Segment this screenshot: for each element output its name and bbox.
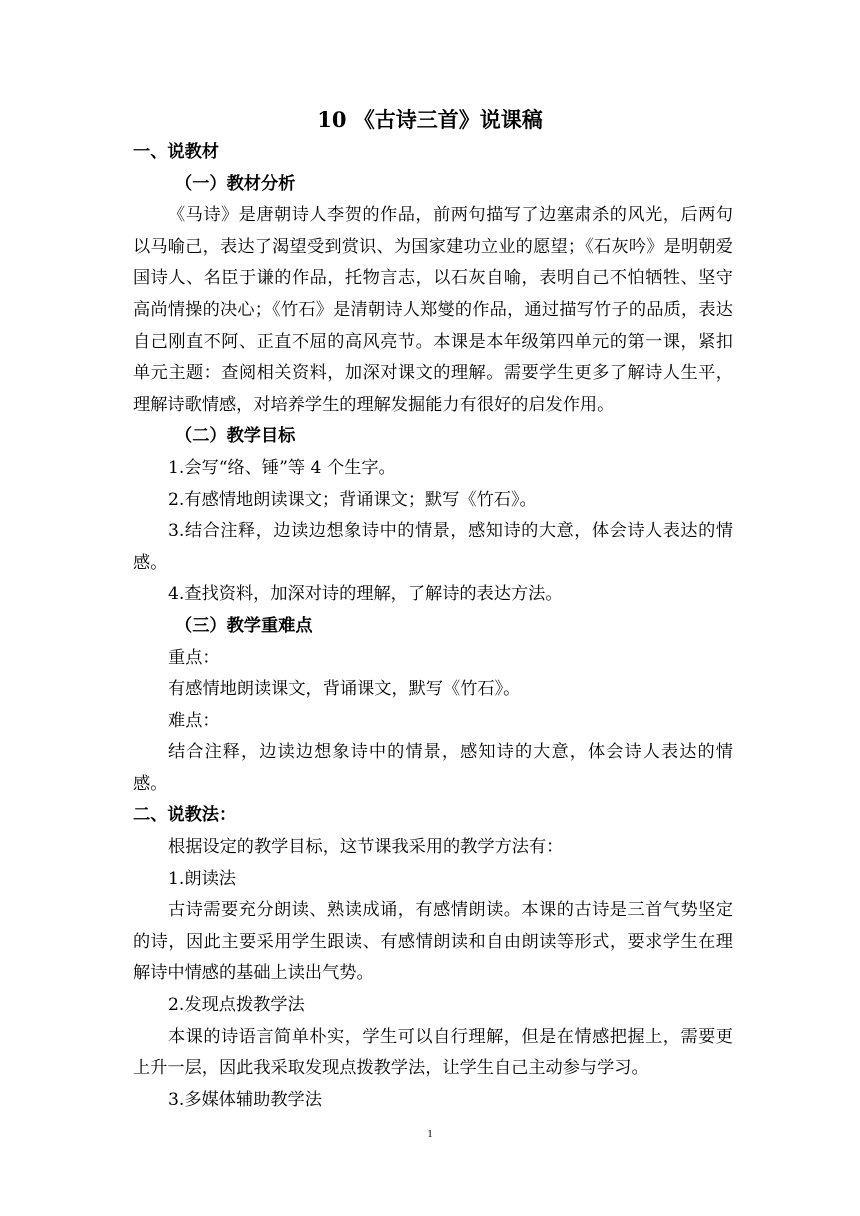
body-paragraph: 1.朗读法 xyxy=(168,868,236,889)
body-paragraph: 重点： xyxy=(168,647,220,668)
subsection-heading: （三）教学重难点 xyxy=(175,615,313,636)
document-body xyxy=(133,137,733,1116)
section-heading: 二、说教法： xyxy=(133,805,237,826)
page-number: 1 xyxy=(427,1128,433,1140)
body-paragraph: 根据设定的教学目标，这节课我采用的教学方法有： xyxy=(168,837,564,858)
body-paragraph: 3.多媒体辅助教学法 xyxy=(168,1089,322,1110)
document-title: 10 《古诗三首》说课稿 xyxy=(317,107,543,132)
body-paragraph: 《马诗》是唐朝诗人李贺的作品，前两句描写了边塞肃杀的风光，后两句以马喻己，表达了渴望受到赏识、为国家建功立业的愿望；《石灰吟》是明朝爱国诗人、名臣于谦的作品，托物言志，以石灰自喻，表明自己不怕牺牲、坚守高尚情操的决心；《竹石》是清朝诗人郑燮的作品，通过描写竹子的品质，表达自己刚直不阿、正直不屈的高风亮节。本课是本年级第四单元的第一课，紧扣单元主题：查阅相关资料，加深对课文的理解。需要学生更多了解诗人生平，理解诗歌情感，对培养学生的理解发掘能力有很好的启发作用。 xyxy=(133,205,733,415)
section-heading: 一、说教材 xyxy=(133,142,219,162)
body-paragraph: 结合注释，边读边想象诗中的情景，感知诗的大意，体会诗人表达的情感。 xyxy=(133,742,733,794)
body-paragraph: 1.会写“络、锤”等 4 个生字。 xyxy=(168,457,396,478)
body-paragraph: 3.结合注释，边读边想象诗中的情景，感知诗的大意，体会诗人表达的情感。 xyxy=(133,521,733,573)
body-paragraph: 难点： xyxy=(168,710,220,731)
body-paragraph: 2.有感情地朗读课文；背诵课文；默写《竹石》。 xyxy=(168,489,537,510)
body-paragraph: 4.查找资料，加深对诗的理解，了解诗的表达方法。 xyxy=(168,584,563,605)
body-paragraph: 本课的诗语言简单朴实，学生可以自行理解，但是在情感把握上，需要更上升一层，因此我采取发现点拨教学法，让学生自己主动参与学习。 xyxy=(133,1026,733,1079)
body-paragraph: 有感情地朗读课文，背诵课文，默写《竹石》。 xyxy=(168,679,521,700)
body-paragraph: 2.发现点拨教学法 xyxy=(168,995,305,1016)
subsection-heading: （二）教学目标 xyxy=(175,426,296,447)
body-paragraph: 古诗需要充分朗读、熟读成诵，有感情朗读。本课的古诗是三首气势坚定的诗，因此主要采用学生跟读、有感情朗读和自由朗读等形式，要求学生在理解诗中情感的基础上读出气势。 xyxy=(133,900,733,984)
subsection-heading: （一）教材分析 xyxy=(175,173,296,194)
